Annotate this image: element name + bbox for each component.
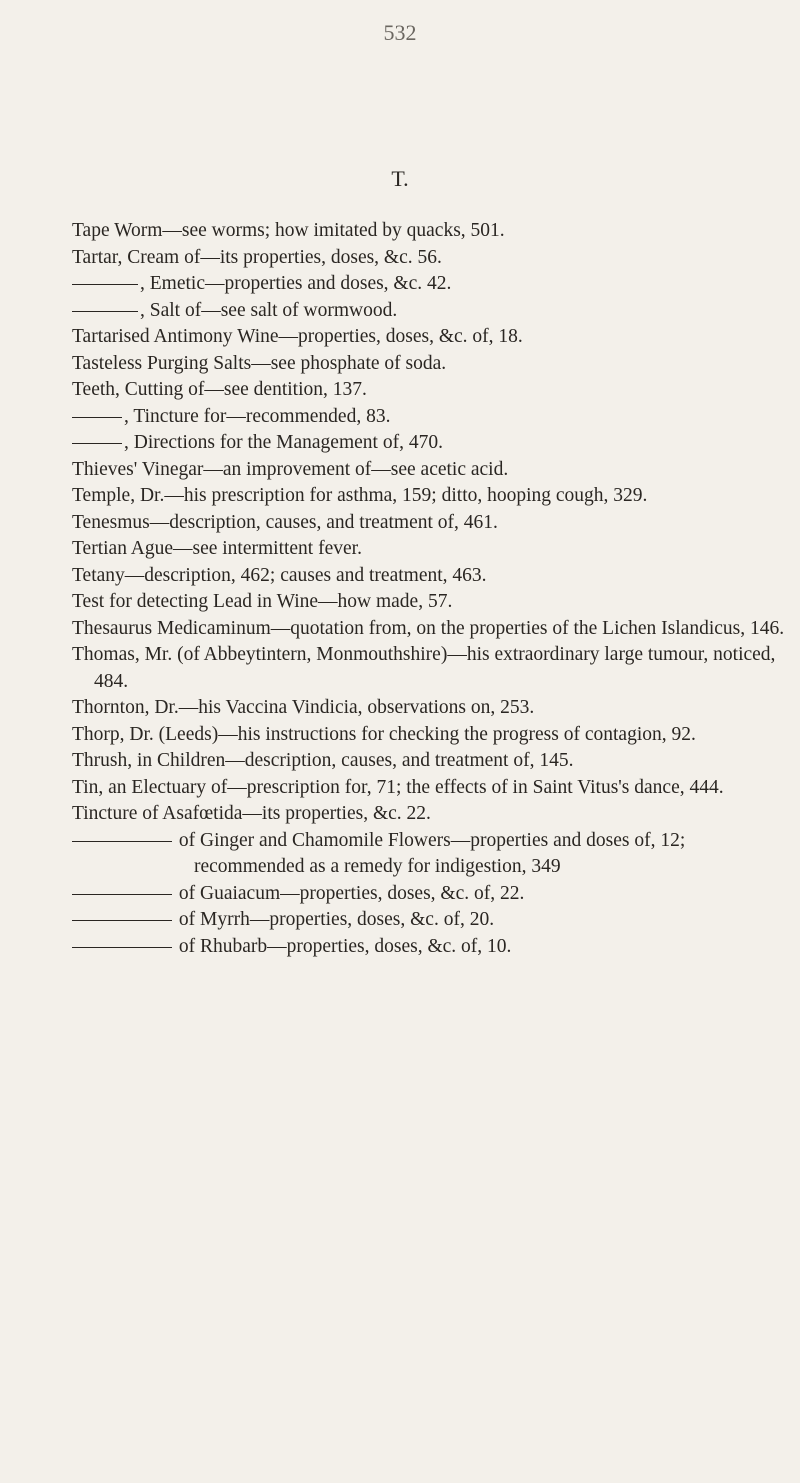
index-entry	[72, 828, 800, 881]
index-entry-text: of Rhubarb—properties, doses, &c. of, 10.	[174, 935, 512, 957]
index-entry	[72, 510, 800, 537]
ditto-dash	[72, 284, 138, 285]
index-entry	[72, 430, 800, 457]
index-entry	[72, 483, 800, 510]
index-entry	[72, 536, 800, 563]
index-entry-text: Tartar, Cream of—its properties, doses, &c. 56.	[72, 246, 442, 268]
index-entry-text: of Ginger and Chamomile Flowers—properties and doses of, 12; recommended as a remedy for indigestion, 349	[174, 829, 686, 877]
index-entry-text: Tertian Ague—see intermittent fever.	[72, 538, 362, 559]
index-entry	[72, 934, 800, 961]
index-entry-text: Tasteless Purging Salts—see phosphate of soda.	[72, 352, 447, 374]
index-entry-text: Tincture of Asafœtida—its properties, &c. 22.	[72, 803, 431, 824]
index-entry	[72, 457, 800, 484]
index-entries	[72, 218, 800, 960]
index-entry	[72, 377, 800, 404]
index-entry	[72, 271, 800, 298]
index-entry	[72, 589, 800, 616]
index-entry-text: Tartarised Antimony Wine—properties, doses, &c. of, 18.	[72, 326, 523, 347]
index-entry-text: Test for detecting Lead in Wine—how made, 57.	[72, 591, 453, 612]
index-entry-text: Thomas, Mr. (of Abbeytintern, Monmouthshire)—his extraordinary large tumour, noticed, 484.	[72, 644, 776, 692]
index-entry-text: , Tincture for—recommended, 83.	[124, 405, 391, 427]
index-entry	[72, 563, 800, 590]
index-entry	[72, 324, 800, 351]
section-heading: T.	[391, 166, 409, 191]
index-entry-text: of Myrrh—properties, doses, &c. of, 20.	[174, 909, 495, 930]
index-entry	[72, 351, 800, 378]
ditto-dash	[72, 417, 122, 418]
index-entry	[72, 775, 800, 802]
index-entry	[72, 801, 800, 828]
index-entry-text: , Salt of—see salt of wormwood.	[140, 299, 398, 321]
index-entry	[72, 642, 800, 695]
index-entry-text: Tetany—description, 462; causes and treatment, 463.	[72, 564, 487, 586]
ditto-dash	[72, 894, 172, 895]
index-entry	[72, 298, 800, 325]
index-entry	[72, 695, 800, 722]
ditto-dash	[72, 311, 138, 312]
index-entry-text: Teeth, Cutting of—see dentition, 137.	[72, 379, 367, 400]
index-entry-text: Thieves' Vinegar—an improvement of—see acetic acid.	[72, 458, 509, 480]
index-entry	[72, 404, 800, 431]
index-entry-text: Thorp, Dr. (Leeds)—his instructions for checking the progress of contagion, 92.	[72, 723, 696, 745]
ditto-dash	[72, 841, 172, 842]
index-entry	[72, 616, 800, 643]
index-entry-text: of Guaiacum—properties, doses, &c. of, 22.	[174, 882, 525, 904]
ditto-dash	[72, 947, 172, 948]
index-entry	[72, 907, 800, 934]
index-entry-text: Tape Worm—see worms; how imitated by quacks, 501.	[72, 220, 505, 241]
index-entry	[72, 881, 800, 908]
index-entry	[72, 748, 800, 775]
index-entry-text: , Directions for the Management of, 470.	[124, 432, 443, 453]
index-entry	[72, 218, 800, 245]
ditto-dash	[72, 443, 122, 444]
index-entry	[72, 722, 800, 749]
index-entry	[72, 245, 800, 272]
index-entry-text: Thrush, in Children—description, causes, and treatment of, 145.	[72, 750, 574, 771]
index-entry-text: Thesaurus Medicaminum—quotation from, on the properties of the Lichen Islandicus, 146.	[72, 617, 785, 639]
index-entry-text: Tin, an Electuary of—prescription for, 71; the effects of in Saint Vitus's dance, 444.	[72, 776, 724, 798]
page-number: 532	[383, 20, 417, 45]
ditto-dash	[72, 920, 172, 921]
index-entry-text: Tenesmus—description, causes, and treatment of, 461.	[72, 511, 498, 533]
index-entry-text: Temple, Dr.—his prescription for asthma, 159; ditto, hooping cough, 329.	[72, 485, 648, 506]
index-entry-text: , Emetic—properties and doses, &c. 42.	[140, 273, 452, 294]
index-entry-text: Thornton, Dr.—his Vaccina Vindicia, observations on, 253.	[72, 697, 535, 718]
